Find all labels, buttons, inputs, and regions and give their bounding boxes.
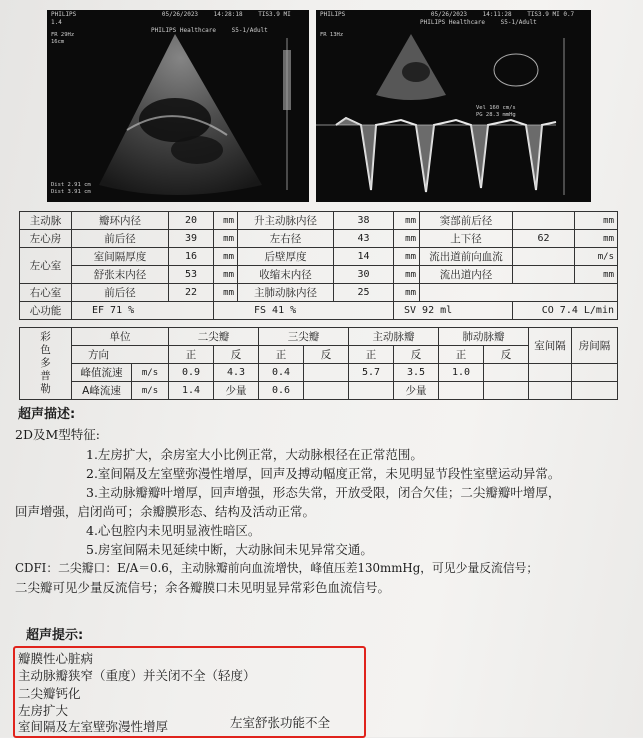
doppler-direction-row: 方向 正 反 正 反 正 反 正 反 [20, 346, 618, 364]
description-line: 3.主动脉瓣瓣叶增厚，回声增强，形态失常，开放受限，闭合欠佳；二尖瓣瓣叶增厚， [86, 485, 561, 500]
row-label: 左心室 [20, 248, 72, 284]
description-line: CDFI：二尖瓣口：E/A＝0.6，主动脉瓣前向血流增快，峰值压差130mmHg，可见少量反流信号； [15, 561, 539, 575]
side-info-mid-right: Vel 160 cm/s PG 28.3 mmHg [476, 105, 516, 118]
hint-extra: 左室舒张功能不全 [230, 715, 331, 730]
description-line: 2D及M型特征: [15, 427, 100, 442]
vendor-label: PHILIPS Healthcare [420, 19, 486, 26]
hint-line: 主动脉瓣狭窄（重度）并关闭不全（轻度） [18, 668, 256, 683]
table-row-left-ventricle-2: 舒张末内径 53 mm 收缩末内径 30 mm 流出道内径 mm [20, 266, 618, 284]
side-info-bottom-left: Dist 2.91 cm Dist 3.91 cm [51, 182, 91, 195]
row-label: 左心房 [20, 230, 72, 248]
table-row-right-ventricle: 右心室 前后径 22 mm 主肺动脉内径 25 mm [20, 284, 618, 302]
doppler-header-row: 彩 色 多 普 勒 单位 二尖瓣 三尖瓣 主动脉瓣 肺动脉瓣 室间隔 房间隔 [20, 328, 618, 346]
table-row-left-atrium: 左心房 前后径 39 mm 左右径 43 mm 上下径 62 mm [20, 230, 618, 248]
vendor-label: PHILIPS Healthcare [151, 27, 217, 34]
sector-scan-icon [47, 10, 309, 202]
row-label: 主动脉 [20, 212, 72, 230]
hint-line: 室间隔及左室壁弥漫性增厚 [18, 719, 169, 734]
ultrasound-image-right [316, 10, 591, 202]
description-line: 二尖瓣可见少量反流信号；余各瓣膜口未见明显异常彩色血流信号。 [15, 580, 391, 595]
table-row-left-ventricle-1: 左心室 室间隔厚度 16 mm 后壁厚度 14 mm 流出道前向血流 m/s [20, 248, 618, 266]
doppler-a-peak-row: A峰流速 m/s 1.4 少量 0.6 少量 [20, 382, 618, 400]
table-row-aorta: 主动脉 瓣环内径 20 mm 升主动脉内径 38 mm 窦部前后径 mm [20, 212, 618, 230]
doppler-peak-row: 峰值流速 m/s 0.9 4.3 0.4 5.7 3.5 1.0 [20, 364, 618, 382]
side-info-top-right: FR 13Hz [320, 32, 344, 38]
row-label: 右心室 [20, 284, 72, 302]
ultrasound-image-left [47, 10, 309, 202]
description-line: 1.左房扩大，余房室大小比例正常，大动脉根径在正常范围。 [86, 447, 423, 462]
hint-line: 二尖瓣钙化 [18, 686, 81, 701]
brand-label: PHILIPS [320, 11, 346, 18]
date-label: 05/26/2023 [161, 11, 199, 18]
brand-label: PHILIPS [51, 11, 77, 18]
time-label: 14:28:18 [213, 11, 243, 18]
side-info-top-left: FR 29Hz 16cm [51, 32, 75, 45]
hint-line: 瓣膜性心脏病 [18, 651, 94, 666]
hint-title: 超声提示: [26, 628, 84, 643]
description-line: 回声增强，启闭尚可；余瓣膜形态、结构及活动正常。 [15, 504, 316, 519]
date-label: 05/26/2023 [430, 11, 468, 18]
description-title: 超声描述: [18, 407, 76, 422]
mode-label: TIS3.9 MI 1.4 [51, 11, 291, 26]
row-label: 心功能 [20, 302, 72, 320]
description-line: 2.室间隔及左室壁弥漫性增厚，回声及搏动幅度正常，未见明显节段性室壁运动异常。 [86, 466, 561, 481]
description-line: 5.房室间隔未见延续中断，大动脉间未见异常交通。 [86, 542, 373, 557]
hint-line: 左房扩大 [18, 703, 69, 718]
doppler-label: 彩 色 多 普 勒 [20, 328, 72, 400]
preset-label: S5-1/Adult [231, 27, 268, 34]
mode-label: TIS3.9 MI 0.7 [527, 11, 575, 18]
time-label: 14:11:28 [482, 11, 512, 18]
measurement-table [19, 211, 618, 320]
color-doppler-table [19, 327, 618, 400]
table-row-cardiac-function: 心功能 EF 71 % FS 41 % SV 92 ml CO 7.4 L/min [20, 302, 618, 320]
description-line: 4.心包腔内未见明显液性暗区。 [86, 523, 261, 538]
doppler-waveform-icon [316, 10, 591, 202]
preset-label: S5-1/Adult [500, 19, 537, 26]
